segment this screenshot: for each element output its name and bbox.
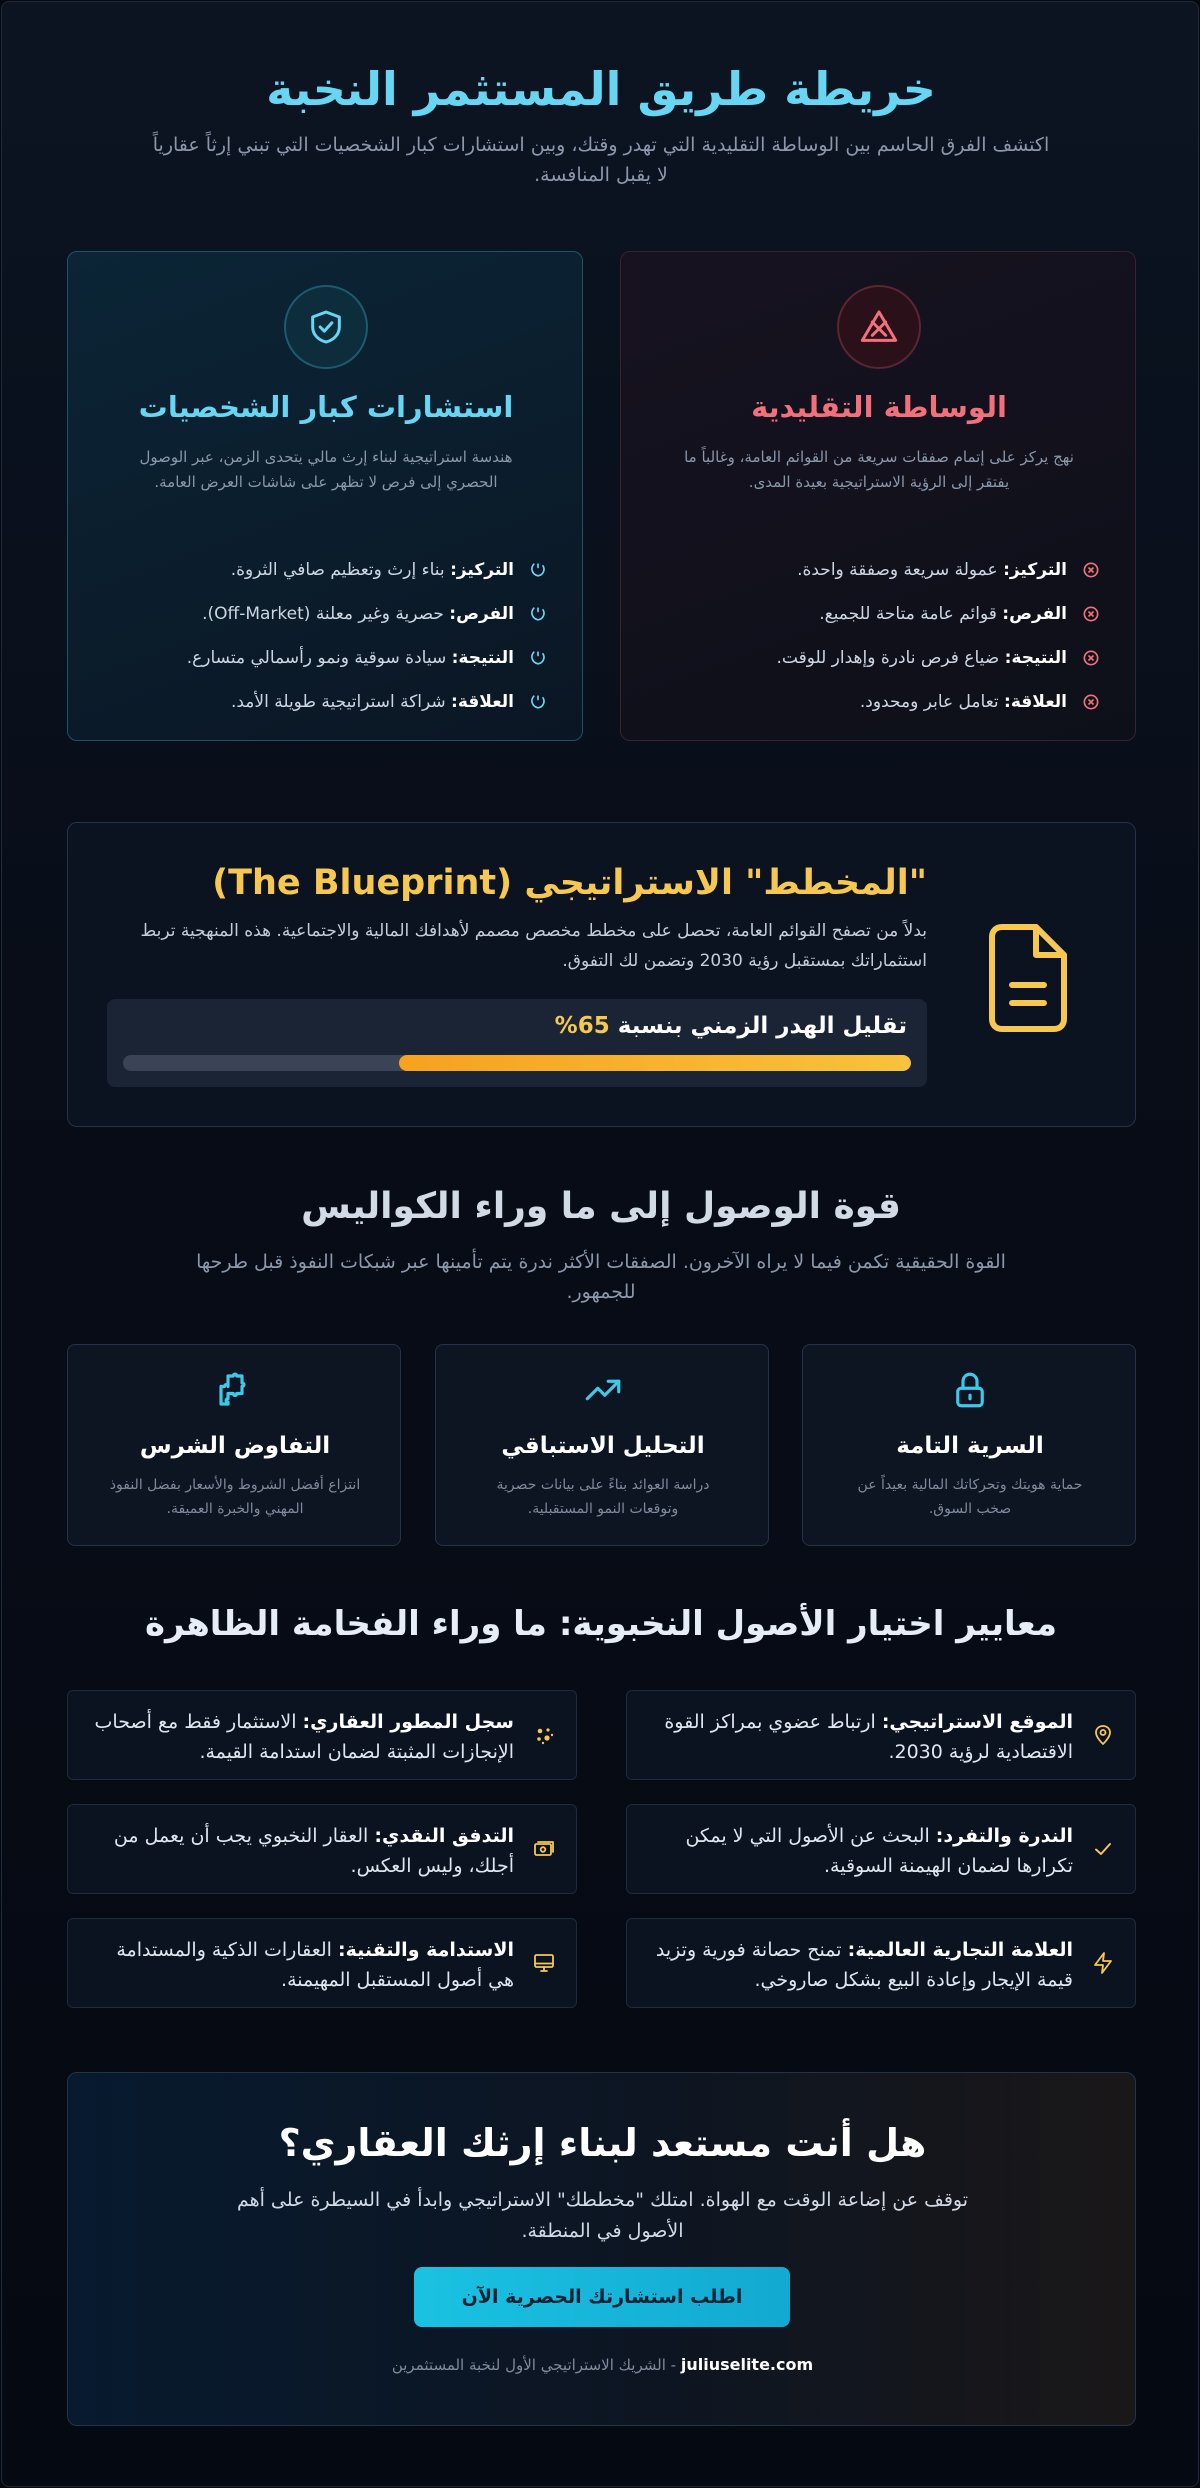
spinner-icon xyxy=(528,604,548,624)
x-circle-icon xyxy=(1081,604,1101,624)
document-icon xyxy=(982,923,1072,1033)
banknote-icon xyxy=(532,1837,556,1861)
cta-subtitle: توقف عن إضاعة الوقت مع الهواة. امتلك "مخططك" الاستراتيجي وابدأ في السيطرة على أهم الأصول في المنطقة. xyxy=(236,2189,969,2242)
list-item: الفرص: حصرية وغير معلنة (Off-Market). xyxy=(100,592,548,636)
list-item: العلاقة: شراكة استراتيجية طويلة الأمد. xyxy=(100,680,548,724)
vip-consulting-card xyxy=(67,251,583,741)
traditional-badge xyxy=(837,285,921,369)
spinner-icon xyxy=(528,692,548,712)
x-circle-icon xyxy=(1081,648,1101,668)
map-pin-icon xyxy=(1091,1723,1115,1747)
traditional-description: نهج يركز على إتمام صفقات سريعة من القوائم العامة، وغالباً ما يفتقر إلى الرؤية الاستراتيجية بعيدة المدى. xyxy=(684,448,1074,491)
feature-card-negotiation: التفاوض الشرس انتزاع أفضل الشروط والأسعار بفضل النفوذ المهني والخبرة العميقة. xyxy=(67,1344,401,1546)
list-item: النتيجة: ضياع فرص نادرة وإهدار للوقت. xyxy=(653,636,1101,680)
traditional-list xyxy=(653,548,1101,724)
request-consultation-button[interactable]: اطلب استشارتك الحصرية الآن xyxy=(414,2267,790,2327)
spinner-icon xyxy=(528,648,548,668)
trending-up-icon xyxy=(582,1369,624,1411)
feature-card-analysis: التحليل الاستباقي دراسة العوائد بناءً على بيانات حصرية وتوقعات النمو المستقبلية. xyxy=(435,1344,769,1546)
spinner-icon xyxy=(528,560,548,580)
vip-list xyxy=(100,548,548,724)
list-item: النتيجة: سيادة سوقية ونمو رأسمالي متسارع. xyxy=(100,636,548,680)
cta-panel xyxy=(67,2072,1136,2426)
list-item: العلاقة: تعامل عابر ومحدود. xyxy=(653,680,1101,724)
lock-icon xyxy=(949,1369,991,1411)
page-subtitle: اكتشف الفرق الحاسم بين الوساطة التقليدية التي تهدر وقتك، وبين استشارات كبار الشخصيات التي تبني إرثاً عقارياً لا يقبل المنافسة. xyxy=(152,134,1050,186)
traditional-title: الوساطة التقليدية xyxy=(751,390,1007,424)
blueprint-title: "المخطط" الاستراتيجي (The Blueprint) xyxy=(212,863,927,903)
cta-footer: juliuselite.com - الشريك الاستراتيجي الأول لنخبة المستثمرين xyxy=(391,2355,814,2374)
site-link[interactable]: juliuselite.com xyxy=(680,2355,814,2374)
warning-triangle-icon xyxy=(859,307,899,347)
criteria-item-location: الموقع الاستراتيجي: ارتباط عضوي بمراكز القوة الاقتصادية لرؤية 2030. xyxy=(626,1690,1136,1780)
sparkles-icon xyxy=(532,1723,556,1747)
feature-card-confidentiality: السرية التامة حماية هويتك وتحركاتك المالية بعيداً عن صخب السوق. xyxy=(802,1344,1136,1546)
progress-track xyxy=(123,1055,911,1071)
cta-title: هل أنت مستعد لبناء إرثك العقاري؟ xyxy=(278,2121,927,2165)
time-savings-label: تقليل الهدر الزمني بنسبة 65% xyxy=(554,1013,907,1039)
puzzle-icon xyxy=(214,1369,256,1411)
criteria-item-brand: العلامة التجارية العالمية: تمنح حصانة فورية وتزيد قيمة الإيجار وإعادة البيع بشكل صاروخي. xyxy=(626,1918,1136,2008)
access-subtitle: القوة الحقيقية تكمن فيما لا يراه الآخرون. الصفقات الأكثر ندرة يتم تأمينها عبر شبكات النفوذ قبل طرحها للجمهور. xyxy=(196,1251,1006,1303)
infographic-page xyxy=(1,1,1199,2487)
vip-description: هندسة استراتيجية لبناء إرث مالي يتحدى الزمن، عبر الوصول الحصري إلى فرص لا تظهر على شاشات العرض العامة. xyxy=(139,448,513,491)
blueprint-description: بدلاً من تصفح القوائم العامة، تحصل على مخطط مخصص مصمم لأهدافك المالية والاجتماعية. هذه المنهجية تربط استثماراتك بمستقبل رؤية 2030 وتضمن لك التفوق. xyxy=(140,921,927,971)
criteria-item-sustainability: الاستدامة والتقنية: العقارات الذكية والمستدامة هي أصول المستقبل المهيمنة. xyxy=(67,1918,577,2008)
criteria-item-developer: سجل المطور العقاري: الاستثمار فقط مع أصحاب الإنجازات المثبتة لضمان استدامة القيمة. xyxy=(67,1690,577,1780)
check-icon xyxy=(1091,1837,1115,1861)
vip-badge xyxy=(284,285,368,369)
time-savings-box xyxy=(107,999,927,1087)
blueprint-panel xyxy=(67,822,1136,1127)
page-title: خريطة طريق المستثمر النخبة xyxy=(266,62,936,116)
lightning-icon xyxy=(1091,1951,1115,1975)
criteria-title: معايير اختيار الأصول النخبوية: ما وراء الفخامة الظاهرة xyxy=(144,1604,1058,1644)
time-savings-value: 65% xyxy=(554,1013,610,1039)
shield-check-icon xyxy=(306,307,346,347)
traditional-brokerage-card xyxy=(620,251,1136,741)
x-circle-icon xyxy=(1081,692,1101,712)
progress-fill xyxy=(399,1055,911,1071)
list-item: الفرص: قوائم عامة متاحة للجميع. xyxy=(653,592,1101,636)
criteria-item-rarity: الندرة والتفرد: البحث عن الأصول التي لا يمكن تكرارها لضمان الهيمنة السوقية. xyxy=(626,1804,1136,1894)
list-item: التركيز: بناء إرث وتعظيم صافي الثروة. xyxy=(100,548,548,592)
monitor-icon xyxy=(532,1951,556,1975)
list-item: التركيز: عمولة سريعة وصفقة واحدة. xyxy=(653,548,1101,592)
criteria-item-cashflow: التدفق النقدي: العقار النخبوي يجب أن يعمل من أجلك، وليس العكس. xyxy=(67,1804,577,1894)
vip-title: استشارات كبار الشخصيات xyxy=(138,390,514,424)
x-circle-icon xyxy=(1081,560,1101,580)
access-title: قوة الوصول إلى ما وراء الكواليس xyxy=(301,1186,901,1227)
